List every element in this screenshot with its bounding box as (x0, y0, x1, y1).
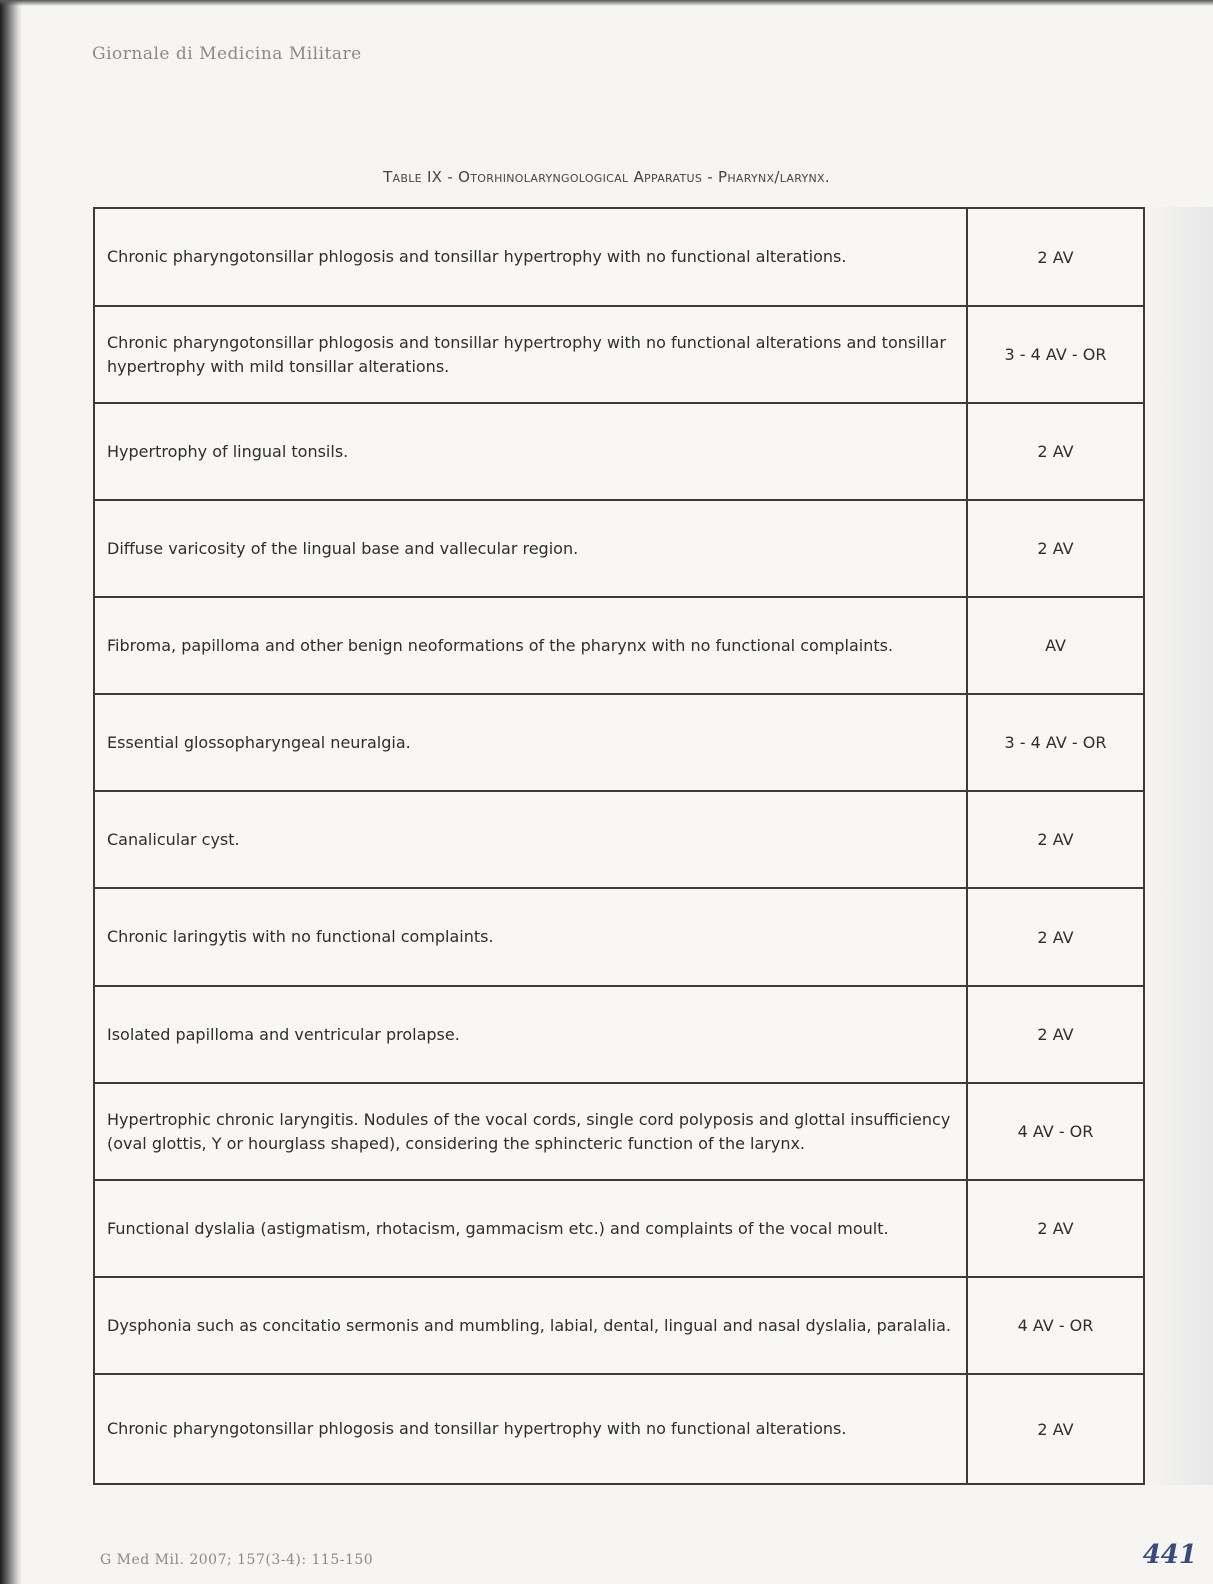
table-row (95, 1181, 1143, 1278)
row-classification: 2 AV (1037, 927, 1074, 947)
page-top-shadow (0, 0, 1213, 6)
row-description: Functional dyslalia (astigmatism, rhotacism, gammacism etc.) and complaints of the vocal moult. (95, 1181, 968, 1276)
facing-page-shadow (1143, 207, 1213, 1485)
row-classification: 3 - 4 AV - OR (1004, 345, 1107, 364)
table-row (95, 1084, 1143, 1181)
row-classification: 2 AV (1037, 1219, 1074, 1238)
row-description: Diffuse varicosity of the lingual base and vallecular region. (95, 501, 968, 596)
row-description: Chronic pharyngotonsillar phlogosis and tonsillar hypertrophy with no functional alterations and tonsillar hypertrophy with mild tonsillar alterations. (95, 307, 968, 402)
table-row (95, 1375, 1143, 1483)
table-caption: Table IX - Otorhinolaryngological Apparatus - Pharynx/larynx. (383, 168, 830, 186)
row-classification: 3 - 4 AV - OR (1004, 733, 1107, 752)
table-row (95, 1278, 1143, 1375)
row-description: Chronic pharyngotonsillar phlogosis and tonsillar hypertrophy with no functional alterations. (95, 209, 968, 305)
row-classification: 2 AV (1037, 830, 1074, 849)
row-classification: 4 AV - OR (1017, 1316, 1094, 1335)
row-classification: 2 AV (1037, 1419, 1074, 1439)
table-row (95, 889, 1143, 987)
table-row (95, 404, 1143, 501)
table-row (95, 792, 1143, 889)
row-classification: 2 AV (1037, 1025, 1074, 1044)
table-row (95, 209, 1143, 307)
row-description: Fibroma, papilloma and other benign neoformations of the pharynx with no functional complaints. (95, 598, 968, 693)
row-description: Hypertrophic chronic laryngitis. Nodules of the vocal cords, single cord polyposis and glottal insufficiency (oval glottis, Y or hourglass shaped), considering the sphincteric function of the larynx. (95, 1084, 968, 1179)
row-classification: 2 AV (1037, 442, 1074, 461)
classification-table (93, 207, 1145, 1485)
table-row (95, 695, 1143, 792)
row-classification: AV (1045, 636, 1066, 655)
journal-header: Giornale di Medicina Militare (92, 44, 362, 64)
book-spine-shadow (0, 0, 22, 1584)
table-row (95, 501, 1143, 598)
row-description: Essential glossopharyngeal neuralgia. (95, 695, 968, 790)
row-description: Chronic laringytis with no functional complaints. (95, 889, 968, 985)
table-row (95, 307, 1143, 404)
page-number: 441 (1142, 1540, 1197, 1570)
row-description: Chronic pharyngotonsillar phlogosis and tonsillar hypertrophy with no functional alterations. (95, 1375, 968, 1483)
row-description: Canalicular cyst. (95, 792, 968, 887)
table-row (95, 598, 1143, 695)
row-classification: 2 AV (1037, 539, 1074, 558)
row-classification: 2 AV (1037, 247, 1074, 267)
table-row (95, 987, 1143, 1084)
row-description: Isolated papilloma and ventricular prolapse. (95, 987, 968, 1082)
row-description: Dysphonia such as concitatio sermonis and mumbling, labial, dental, lingual and nasal dyslalia, paralalia. (95, 1278, 968, 1373)
row-classification: 4 AV - OR (1017, 1122, 1094, 1141)
footer-citation: G Med Mil. 2007; 157(3-4): 115-150 (100, 1552, 374, 1568)
row-description: Hypertrophy of lingual tonsils. (95, 404, 968, 499)
